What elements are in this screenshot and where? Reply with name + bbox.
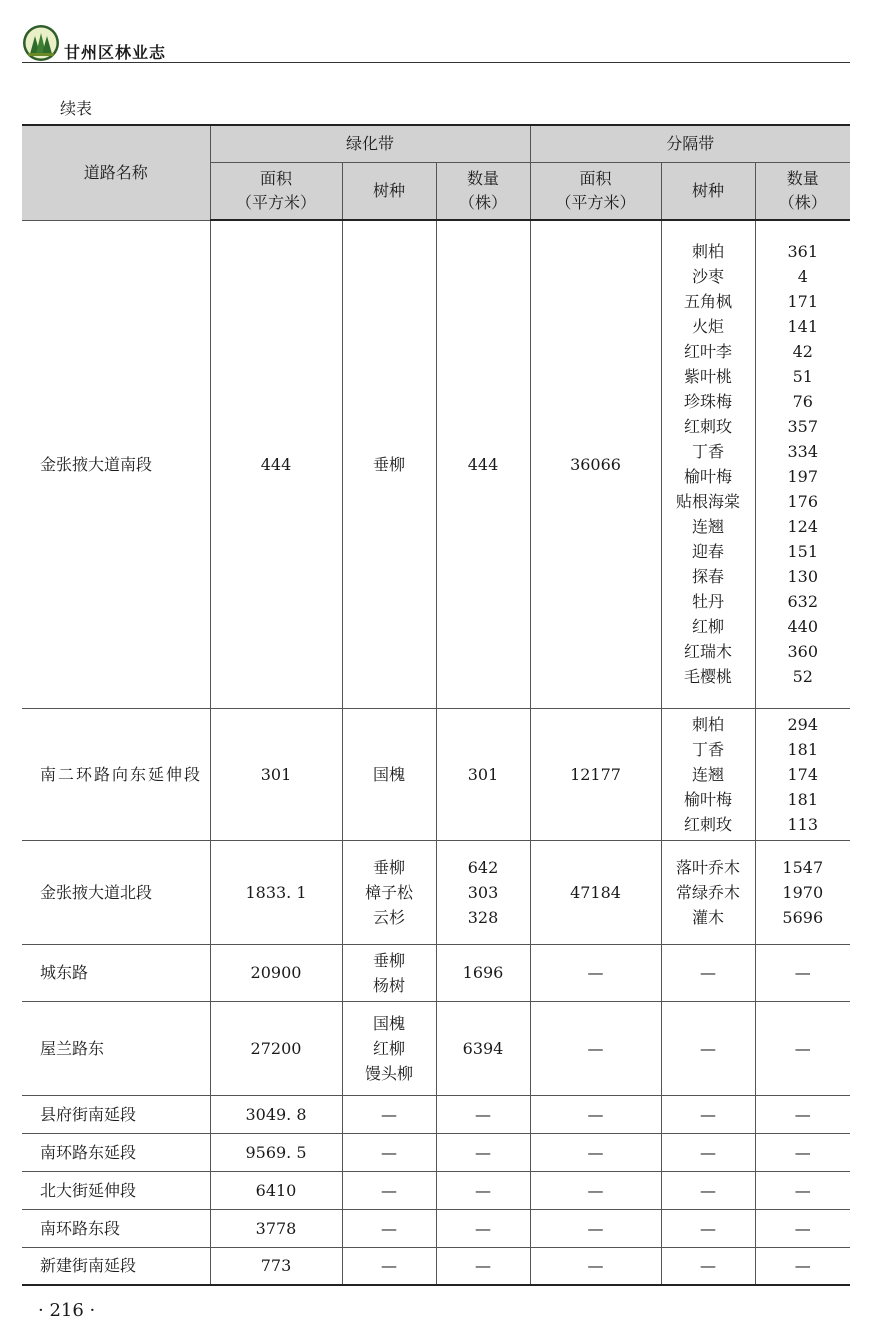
greenbelt-area-cell: 773 bbox=[210, 1247, 342, 1285]
road-name-cell: 县府街南延段 bbox=[22, 1095, 210, 1133]
greenbelt-area-cell: 301 bbox=[210, 708, 342, 840]
page-header bbox=[22, 24, 850, 64]
median-species-cell: 落叶乔木 常绿乔木 灌木 bbox=[661, 840, 755, 944]
header-greenbelt-species: 树种 bbox=[342, 163, 436, 221]
greenbelt-area-cell: 3778 bbox=[210, 1209, 342, 1247]
table-row bbox=[22, 220, 850, 708]
header-greenbelt: 绿化带 bbox=[210, 125, 530, 163]
greenbelt-area-cell: 27200 bbox=[210, 1001, 342, 1095]
table-row bbox=[22, 708, 850, 840]
median-area-cell: — bbox=[530, 1133, 661, 1171]
greenbelt-area-cell: 6410 bbox=[210, 1171, 342, 1209]
median-area-cell: — bbox=[530, 1209, 661, 1247]
median-count-cell: — bbox=[755, 1171, 850, 1209]
greenbelt-count-cell: 642 303 328 bbox=[436, 840, 530, 944]
road-greening-table bbox=[22, 124, 850, 1286]
greenbelt-area-cell: 20900 bbox=[210, 944, 342, 1001]
table-caption: 续表 bbox=[60, 99, 93, 118]
median-count-cell: — bbox=[755, 1247, 850, 1285]
table-row bbox=[22, 840, 850, 944]
header-greenbelt-area: 面积 （平方米） bbox=[210, 163, 342, 221]
header-median-count: 数量 （株） bbox=[755, 163, 850, 221]
median-species-cell: — bbox=[661, 1001, 755, 1095]
greenbelt-species-cell: — bbox=[342, 1171, 436, 1209]
table-row bbox=[22, 1247, 850, 1285]
median-count-cell: — bbox=[755, 1133, 850, 1171]
table-row bbox=[22, 1095, 850, 1133]
table-body bbox=[22, 220, 850, 1285]
median-count-cell: 361 4 171 141 42 51 76 357 334 197 176 124 151 130 632 440 360 52 bbox=[755, 220, 850, 708]
greenbelt-area-cell: 3049. 8 bbox=[210, 1095, 342, 1133]
road-name-cell: 南环路东段 bbox=[22, 1209, 210, 1247]
greenbelt-count-cell: 444 bbox=[436, 220, 530, 708]
greenbelt-area-cell: 1833. 1 bbox=[210, 840, 342, 944]
road-name-cell: 北大街延伸段 bbox=[22, 1171, 210, 1209]
forest-logo-icon bbox=[22, 24, 60, 62]
road-name-cell: 金张掖大道北段 bbox=[22, 840, 210, 944]
median-area-cell: — bbox=[530, 944, 661, 1001]
road-name-cell: 南二环路向东延伸段 bbox=[22, 708, 210, 840]
median-area-cell: 47184 bbox=[530, 840, 661, 944]
median-area-cell: 36066 bbox=[530, 220, 661, 708]
greenbelt-species-cell: 国槐 红柳 馒头柳 bbox=[342, 1001, 436, 1095]
page-number: · 216 · bbox=[38, 1300, 96, 1321]
median-count-cell: — bbox=[755, 944, 850, 1001]
median-area-cell: 12177 bbox=[530, 708, 661, 840]
median-area-cell: — bbox=[530, 1001, 661, 1095]
median-species-cell: — bbox=[661, 1209, 755, 1247]
table-row bbox=[22, 1001, 850, 1095]
road-name-cell: 新建街南延段 bbox=[22, 1247, 210, 1285]
median-count-cell: — bbox=[755, 1095, 850, 1133]
header-road-name: 道路名称 bbox=[22, 125, 210, 220]
median-species-cell: — bbox=[661, 1133, 755, 1171]
median-species-cell: 刺柏 丁香 连翘 榆叶梅 红刺玫 bbox=[661, 708, 755, 840]
header-median: 分隔带 bbox=[530, 125, 850, 163]
table-row bbox=[22, 944, 850, 1001]
greenbelt-count-cell: — bbox=[436, 1171, 530, 1209]
greenbelt-species-cell: — bbox=[342, 1247, 436, 1285]
median-species-cell: — bbox=[661, 944, 755, 1001]
median-species-cell: — bbox=[661, 1095, 755, 1133]
greenbelt-species-cell: — bbox=[342, 1133, 436, 1171]
median-species-cell: 刺柏 沙枣 五角枫 火炬 红叶李 紫叶桃 珍珠梅 红刺玫 丁香 榆叶梅 贴根海棠 连翘 迎春 探春 牡丹 红柳 红瑞木 毛樱桃 bbox=[661, 220, 755, 708]
greenbelt-count-cell: 1696 bbox=[436, 944, 530, 1001]
median-count-cell: 294 181 174 181 113 bbox=[755, 708, 850, 840]
greenbelt-count-cell: — bbox=[436, 1247, 530, 1285]
greenbelt-area-cell: 9569. 5 bbox=[210, 1133, 342, 1171]
greenbelt-species-cell: 垂柳 杨树 bbox=[342, 944, 436, 1001]
greenbelt-count-cell: — bbox=[436, 1095, 530, 1133]
greenbelt-count-cell: 301 bbox=[436, 708, 530, 840]
greenbelt-count-cell: 6394 bbox=[436, 1001, 530, 1095]
table-row bbox=[22, 1209, 850, 1247]
median-area-cell: — bbox=[530, 1095, 661, 1133]
road-name-cell: 南环路东延段 bbox=[22, 1133, 210, 1171]
median-count-cell: — bbox=[755, 1001, 850, 1095]
table-row bbox=[22, 1171, 850, 1209]
table-row bbox=[22, 1133, 850, 1171]
book-title: 甘州区林业志 bbox=[64, 43, 167, 62]
median-count-cell: — bbox=[755, 1209, 850, 1247]
greenbelt-species-cell: 国槐 bbox=[342, 708, 436, 840]
header-median-area: 面积 （平方米） bbox=[530, 163, 661, 221]
median-area-cell: — bbox=[530, 1247, 661, 1285]
greenbelt-species-cell: 垂柳 bbox=[342, 220, 436, 708]
header-greenbelt-count: 数量 （株） bbox=[436, 163, 530, 221]
median-species-cell: — bbox=[661, 1247, 755, 1285]
greenbelt-species-cell: 垂柳 樟子松 云杉 bbox=[342, 840, 436, 944]
median-count-cell: 1547 1970 5696 bbox=[755, 840, 850, 944]
greenbelt-species-cell: — bbox=[342, 1095, 436, 1133]
road-name-cell: 城东路 bbox=[22, 944, 210, 1001]
header-rule bbox=[22, 62, 850, 63]
median-area-cell: — bbox=[530, 1171, 661, 1209]
median-species-cell: — bbox=[661, 1171, 755, 1209]
road-name-cell: 屋兰路东 bbox=[22, 1001, 210, 1095]
header-median-species: 树种 bbox=[661, 163, 755, 221]
greenbelt-area-cell: 444 bbox=[210, 220, 342, 708]
greenbelt-count-cell: — bbox=[436, 1133, 530, 1171]
road-name-cell: 金张掖大道南段 bbox=[22, 220, 210, 708]
greenbelt-count-cell: — bbox=[436, 1209, 530, 1247]
greenbelt-species-cell: — bbox=[342, 1209, 436, 1247]
